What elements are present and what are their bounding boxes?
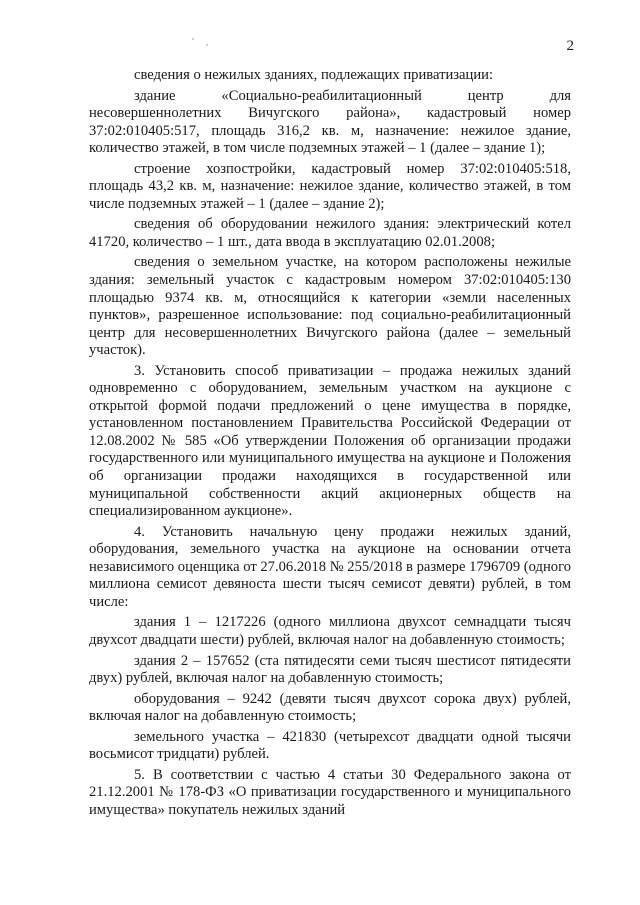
paragraph: сведения о нежилых зданиях, подлежащих приватизации: [134, 67, 493, 83]
paragraph: здания 1 – 1217226 (одного миллиона двухсот семнадцати тысяч двухсот двадцати шести) рублей, включая налог на добавленную стоимость; [89, 614, 571, 648]
paragraph: сведения о земельном участке, на котором расположены нежилые здания: земельный участок с кадастровым номером 37:02:010405:130 площадью 9374 кв. м, относящийся к категории «земли населенных пунктов», разрешенное использование: под социально-реабилитационный центр для несовершеннолетних Вичугского района (далее – земельный участок). [89, 254, 571, 359]
paragraph: здания 2 – 157652 (ста пятидесяти семи тысяч шестисот пятидесяти двух) рублей, включая налог на добавленную стоимость; [89, 652, 571, 687]
paragraph: земельного участка – 421830 (четырехсот двадцати одной тысячи восьмисот тридцати) рублей. [89, 728, 571, 763]
paragraph: 5. В соответствии с частью 4 статьи 30 Федерального закона от 21.12.2001 № 178-ФЗ «О приватизации государственного и муниципального имущества» покупатель нежилых зданий [89, 766, 571, 818]
paragraph: сведения об оборудовании нежилого здания: электрический котел 41720, количество – 1 шт., дата ввода в эксплуатацию 02.01.2008; [89, 216, 571, 250]
scan-artifact [206, 44, 208, 46]
paragraph: 4. Установить начальную цену продажи нежилых зданий, оборудования, земельного участка на аукционе на основании отчета независимого оценщика от 27.06.2018 № 255/2018 в размере 1796709 (одного миллиона семисот девяноста шести тысяч семисот девяти) рублей, в том числе: [89, 523, 571, 610]
page-number: 2 [566, 38, 574, 54]
scan-artifact [192, 38, 194, 40]
document-body [89, 67, 571, 819]
paragraph: оборудования – 9242 (девяти тысяч двухсот сорока двух) рублей, включая налог на добавленную стоимость; [89, 690, 571, 725]
paragraph: здание «Социально-реабилитационный центр для несовершеннолетних Вичугского района», кадастровый номер 37:02:010405:517, площадь 316,2 кв. м, назначение: нежилое здание, количество этажей, в том числе подземных этажей – 1 (далее – здание 1); [89, 87, 571, 157]
paragraph: 3. Установить способ приватизации – продажа нежилых зданий одновременно с оборудованием, земельным участком на аукционе с открытой формой подачи предложений о цене имущества в порядке, установленном постановлением Правительства Российской Федерации от 12.08.2002 № 585 «Об утверждении Положения об организации продажи государственного или муниципального имущества на аукционе и Положения об организации продажи находящихся в государственной или муниципальной собственности акций акционерных обществ на специализированном аукционе». [89, 362, 571, 520]
paragraph: строение хозпостройки, кадастровый номер 37:02:010405:518, площадь 43,2 кв. м, назначение: нежилое здание, количество этажей, в том числе подземных этажей – 1 (далее – здание 2); [89, 160, 571, 212]
